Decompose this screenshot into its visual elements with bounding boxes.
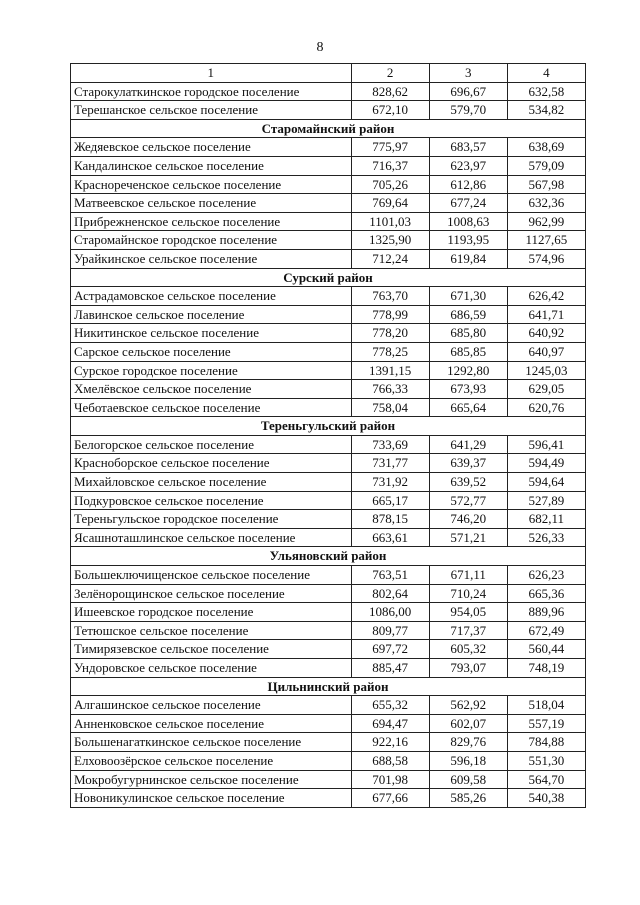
- value-cell-col3: 671,30: [429, 287, 507, 306]
- settlement-name: Хмелёвское сельское поселение: [71, 380, 352, 399]
- value-cell-col3: 829,76: [429, 733, 507, 752]
- district-name: Сурский район: [71, 268, 586, 287]
- value-cell-col2: 665,17: [351, 491, 429, 510]
- table-row: [71, 101, 586, 120]
- value-cell-col2: 802,64: [351, 584, 429, 603]
- value-cell-col4: 641,71: [507, 305, 585, 324]
- value-cell-col2: 655,32: [351, 696, 429, 715]
- value-cell-col2: 677,66: [351, 789, 429, 808]
- column-header: 2: [351, 64, 429, 83]
- value-cell-col4: 889,96: [507, 603, 585, 622]
- settlement-name: Прибрежненское сельское поселение: [71, 212, 352, 231]
- table-row: [71, 435, 586, 454]
- value-cell-col3: 710,24: [429, 584, 507, 603]
- table-row: [71, 714, 586, 733]
- value-cell-col4: 540,38: [507, 789, 585, 808]
- value-cell-col2: 1325,90: [351, 231, 429, 250]
- value-cell-col3: 585,26: [429, 789, 507, 808]
- value-cell-col3: 619,84: [429, 249, 507, 268]
- value-cell-col3: 609,58: [429, 770, 507, 789]
- table-row: [71, 305, 586, 324]
- settlement-name: Ундоровское сельское поселение: [71, 659, 352, 678]
- value-cell-col3: 571,21: [429, 528, 507, 547]
- settlement-name: Елховоозёрское сельское поселение: [71, 751, 352, 770]
- table-row: [71, 789, 586, 808]
- tariff-table: [70, 63, 586, 808]
- value-cell-col2: 885,47: [351, 659, 429, 678]
- value-cell-col4: 626,23: [507, 566, 585, 585]
- table-row: [71, 473, 586, 492]
- value-cell-col2: 922,16: [351, 733, 429, 752]
- value-cell-col3: 1292,80: [429, 361, 507, 380]
- district-header-row: [71, 547, 586, 566]
- value-cell-col4: 526,33: [507, 528, 585, 547]
- value-cell-col2: 775,97: [351, 138, 429, 157]
- settlement-name: Подкуровское сельское поселение: [71, 491, 352, 510]
- column-header-row: [71, 64, 586, 83]
- settlement-name: Новоникулинское сельское поселение: [71, 789, 352, 808]
- value-cell-col2: 778,99: [351, 305, 429, 324]
- value-cell-col4: 534,82: [507, 101, 585, 120]
- value-cell-col3: 641,29: [429, 435, 507, 454]
- value-cell-col4: 564,70: [507, 770, 585, 789]
- table-row: [71, 454, 586, 473]
- value-cell-col3: 665,64: [429, 398, 507, 417]
- settlement-name: Кандалинское сельское поселение: [71, 156, 352, 175]
- value-cell-col4: 629,05: [507, 380, 585, 399]
- table-row: [71, 491, 586, 510]
- value-cell-col2: 716,37: [351, 156, 429, 175]
- table-row: [71, 82, 586, 101]
- settlement-name: Большенагаткинское сельское поселение: [71, 733, 352, 752]
- settlement-name: Анненковское сельское поселение: [71, 714, 352, 733]
- value-cell-col3: 612,86: [429, 175, 507, 194]
- value-cell-col3: 602,07: [429, 714, 507, 733]
- value-cell-col3: 1008,63: [429, 212, 507, 231]
- table-row: [71, 361, 586, 380]
- settlement-name: Ясашноташлинское сельское поселение: [71, 528, 352, 547]
- value-cell-col4: 784,88: [507, 733, 585, 752]
- value-cell-col4: 962,99: [507, 212, 585, 231]
- value-cell-col4: 560,44: [507, 640, 585, 659]
- value-cell-col2: 694,47: [351, 714, 429, 733]
- table-row: [71, 770, 586, 789]
- value-cell-col3: 623,97: [429, 156, 507, 175]
- value-cell-col2: 731,92: [351, 473, 429, 492]
- table-row: [71, 156, 586, 175]
- table-row: [71, 175, 586, 194]
- value-cell-col4: 579,09: [507, 156, 585, 175]
- settlement-name: Красноборское сельское поселение: [71, 454, 352, 473]
- settlement-name: Зелёнорощинское сельское поселение: [71, 584, 352, 603]
- value-cell-col4: 518,04: [507, 696, 585, 715]
- table-row: [71, 342, 586, 361]
- settlement-name: Ишеевское городское поселение: [71, 603, 352, 622]
- value-cell-col2: 697,72: [351, 640, 429, 659]
- value-cell-col3: 673,93: [429, 380, 507, 399]
- value-cell-col2: 705,26: [351, 175, 429, 194]
- table-row: [71, 380, 586, 399]
- value-cell-col4: 567,98: [507, 175, 585, 194]
- value-cell-col3: 1193,95: [429, 231, 507, 250]
- value-cell-col2: 733,69: [351, 435, 429, 454]
- page-number: 8: [316, 40, 324, 55]
- value-cell-col3: 605,32: [429, 640, 507, 659]
- table-row: [71, 659, 586, 678]
- value-cell-col2: 809,77: [351, 621, 429, 640]
- value-cell-col2: 778,25: [351, 342, 429, 361]
- value-cell-col2: 731,77: [351, 454, 429, 473]
- value-cell-col3: 677,24: [429, 194, 507, 213]
- table-row: [71, 194, 586, 213]
- settlement-name: Старомайнское городское поселение: [71, 231, 352, 250]
- value-cell-col3: 671,11: [429, 566, 507, 585]
- value-cell-col3: 746,20: [429, 510, 507, 529]
- table-row: [71, 249, 586, 268]
- value-cell-col4: 1127,65: [507, 231, 585, 250]
- settlement-name: Краснореченское сельское поселение: [71, 175, 352, 194]
- settlement-name: Белогорское сельское поселение: [71, 435, 352, 454]
- table-row: [71, 287, 586, 306]
- value-cell-col4: 640,92: [507, 324, 585, 343]
- table-row: [71, 231, 586, 250]
- table-row: [71, 696, 586, 715]
- table-row: [71, 751, 586, 770]
- value-cell-col2: 828,62: [351, 82, 429, 101]
- settlement-name: Никитинское сельское поселение: [71, 324, 352, 343]
- settlement-name: Михайловское сельское поселение: [71, 473, 352, 492]
- table-row: [71, 603, 586, 622]
- value-cell-col4: 748,19: [507, 659, 585, 678]
- value-cell-col4: 620,76: [507, 398, 585, 417]
- column-header: 3: [429, 64, 507, 83]
- value-cell-col4: 640,97: [507, 342, 585, 361]
- value-cell-col2: 701,98: [351, 770, 429, 789]
- district-name: Цильнинский район: [71, 677, 586, 696]
- table-row: [71, 640, 586, 659]
- value-cell-col4: 638,69: [507, 138, 585, 157]
- district-name: Старомайнский район: [71, 119, 586, 138]
- value-cell-col3: 639,37: [429, 454, 507, 473]
- settlement-name: Матвеевское сельское поселение: [71, 194, 352, 213]
- district-name: Тереньгульский район: [71, 417, 586, 436]
- value-cell-col2: 766,33: [351, 380, 429, 399]
- table-row: [71, 510, 586, 529]
- settlement-name: Жедяевское сельское поселение: [71, 138, 352, 157]
- value-cell-col2: 1086,00: [351, 603, 429, 622]
- value-cell-col2: 778,20: [351, 324, 429, 343]
- value-cell-col4: 594,49: [507, 454, 585, 473]
- table-row: [71, 212, 586, 231]
- value-cell-col4: 682,11: [507, 510, 585, 529]
- value-cell-col4: 551,30: [507, 751, 585, 770]
- value-cell-col3: 596,18: [429, 751, 507, 770]
- value-cell-col4: 626,42: [507, 287, 585, 306]
- value-cell-col4: 574,96: [507, 249, 585, 268]
- value-cell-col3: 696,67: [429, 82, 507, 101]
- value-cell-col3: 683,57: [429, 138, 507, 157]
- table-row: [71, 398, 586, 417]
- district-header-row: [71, 417, 586, 436]
- value-cell-col4: 632,58: [507, 82, 585, 101]
- settlement-name: Урайкинское сельское поселение: [71, 249, 352, 268]
- value-cell-col3: 639,52: [429, 473, 507, 492]
- value-cell-col3: 954,05: [429, 603, 507, 622]
- value-cell-col2: 878,15: [351, 510, 429, 529]
- value-cell-col2: 688,58: [351, 751, 429, 770]
- value-cell-col4: 594,64: [507, 473, 585, 492]
- table-row: [71, 138, 586, 157]
- value-cell-col4: 1245,03: [507, 361, 585, 380]
- value-cell-col3: 717,37: [429, 621, 507, 640]
- district-header-row: [71, 268, 586, 287]
- column-header: 4: [507, 64, 585, 83]
- settlement-name: Большеключищенское сельское поселение: [71, 566, 352, 585]
- value-cell-col4: 672,49: [507, 621, 585, 640]
- table-row: [71, 528, 586, 547]
- settlement-name: Тетюшское сельское поселение: [71, 621, 352, 640]
- value-cell-col2: 763,70: [351, 287, 429, 306]
- settlement-name: Сарское сельское поселение: [71, 342, 352, 361]
- value-cell-col4: 596,41: [507, 435, 585, 454]
- value-cell-col4: 632,36: [507, 194, 585, 213]
- table-body: [71, 64, 586, 808]
- value-cell-col3: 579,70: [429, 101, 507, 120]
- value-cell-col4: 665,36: [507, 584, 585, 603]
- settlement-name: Лавинское сельское поселение: [71, 305, 352, 324]
- value-cell-col3: 793,07: [429, 659, 507, 678]
- district-header-row: [71, 119, 586, 138]
- value-cell-col2: 1101,03: [351, 212, 429, 231]
- table-row: [71, 566, 586, 585]
- settlement-name: Астрадамовское сельское поселение: [71, 287, 352, 306]
- value-cell-col3: 685,80: [429, 324, 507, 343]
- district-header-row: [71, 677, 586, 696]
- value-cell-col2: 663,61: [351, 528, 429, 547]
- value-cell-col2: 1391,15: [351, 361, 429, 380]
- table-row: [71, 733, 586, 752]
- table-row: [71, 584, 586, 603]
- value-cell-col2: 758,04: [351, 398, 429, 417]
- settlement-name: Тимирязевское сельское поселение: [71, 640, 352, 659]
- value-cell-col2: 769,64: [351, 194, 429, 213]
- value-cell-col3: 686,59: [429, 305, 507, 324]
- settlement-name: Терешанское сельское поселение: [71, 101, 352, 120]
- table-row: [71, 324, 586, 343]
- table-row: [71, 621, 586, 640]
- settlement-name: Алгашинское сельское поселение: [71, 696, 352, 715]
- district-name: Ульяновский район: [71, 547, 586, 566]
- value-cell-col4: 557,19: [507, 714, 585, 733]
- settlement-name: Мокробугурнинское сельское поселение: [71, 770, 352, 789]
- value-cell-col3: 562,92: [429, 696, 507, 715]
- settlement-name: Тереньгульское городское поселение: [71, 510, 352, 529]
- column-header: 1: [71, 64, 352, 83]
- value-cell-col4: 527,89: [507, 491, 585, 510]
- value-cell-col2: 712,24: [351, 249, 429, 268]
- settlement-name: Старокулаткинское городское поселение: [71, 82, 352, 101]
- value-cell-col3: 572,77: [429, 491, 507, 510]
- settlement-name: Сурское городское поселение: [71, 361, 352, 380]
- value-cell-col3: 685,85: [429, 342, 507, 361]
- value-cell-col2: 763,51: [351, 566, 429, 585]
- value-cell-col2: 672,10: [351, 101, 429, 120]
- settlement-name: Чеботаевское сельское поселение: [71, 398, 352, 417]
